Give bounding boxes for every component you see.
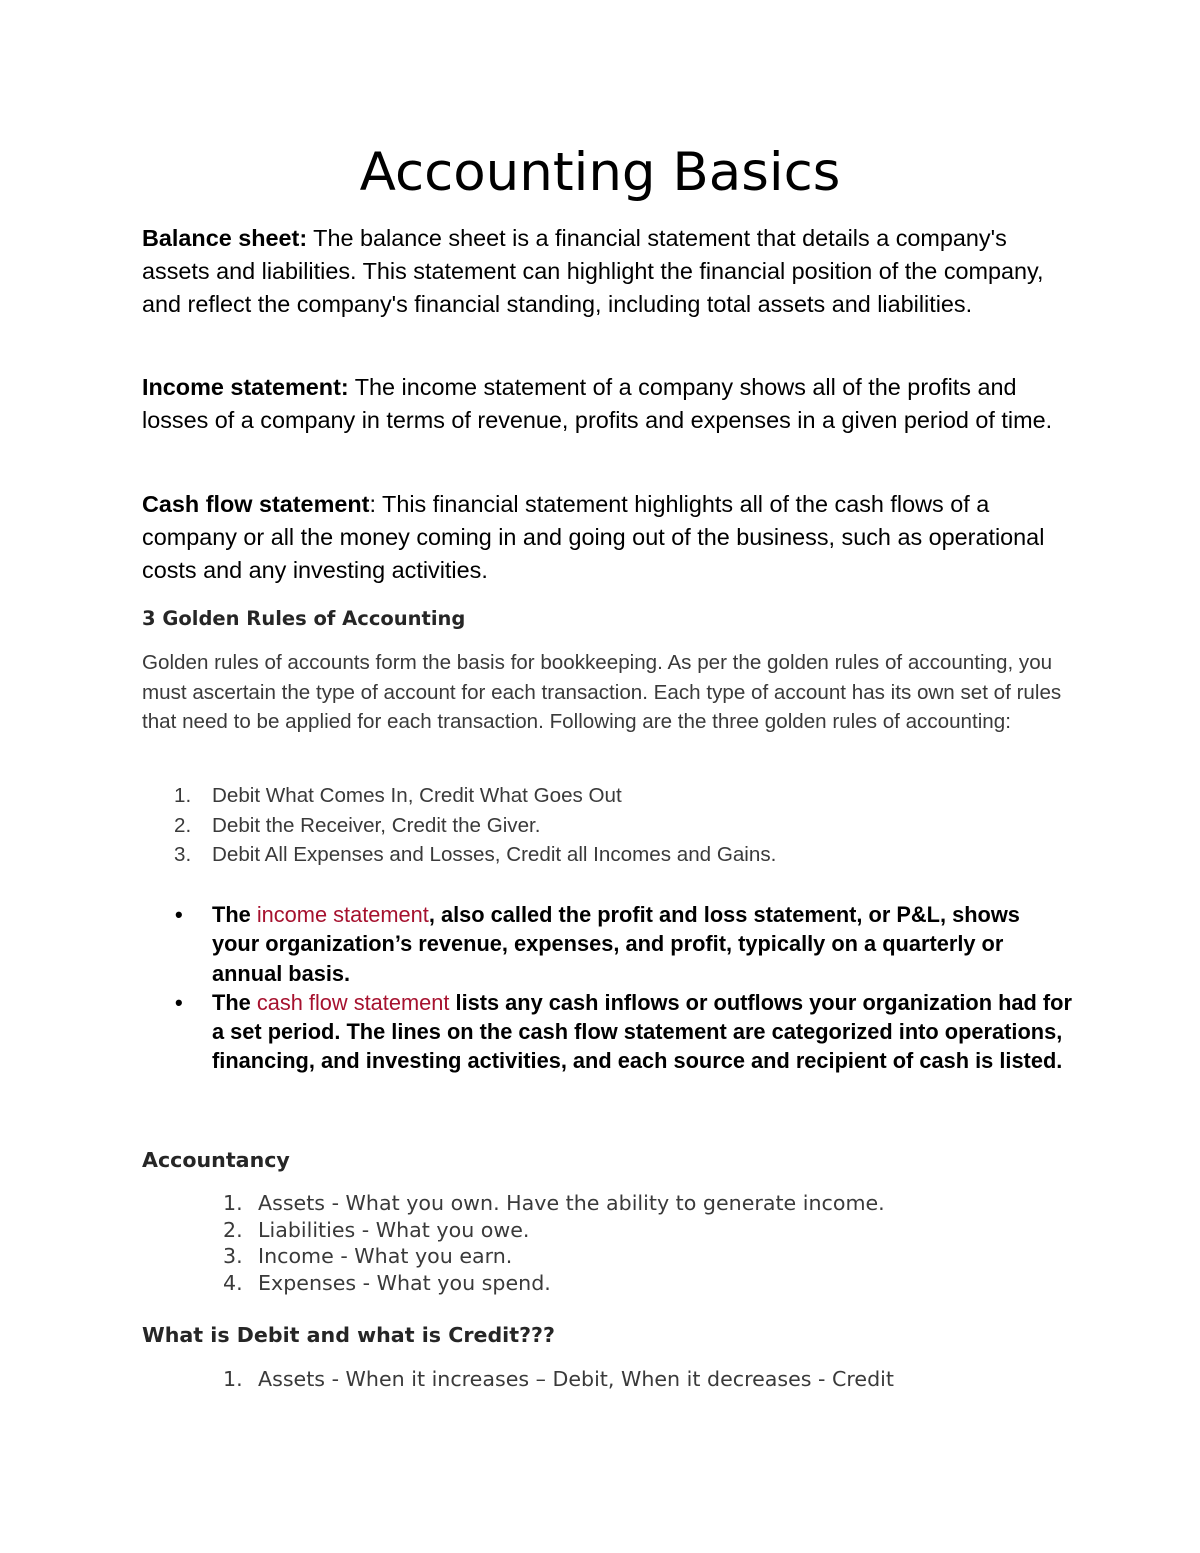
document-page: Accounting Basics Balance sheet: The balance sheet is a financial statement that details a company's assets and liabilities. This statement can highlight the financial position of the company, and reflect the company's financial standing, including total assets and liabilities. Income statement: The income statement of a company shows all of the profits and losses of a company in terms of revenue, profits and expenses in a given period of time. Cash flow statement: This financial statement highlights all of the cash flows of a company or all the money coming in and going out of the business, such as operational costs and any investing activities. 3 Golden Rules of Accounting Golden rules of accounts form the basis for bookkeeping. As per the golden rules of accounting, you must ascertain the type of account for each transaction. Each type of account has its own set of rules that need to be applied for each transaction. Following are the three golden rules of accounting: 1. Debit What Comes In, Credit What Goes Out 2. Debit the Receiver, Credit the Giver. 3. Debit All Expenses and Losses, Credit all Incomes and Gains. • The income statement, also called the profit and loss statement, or P&L, shows your organization’s revenue, expenses, and profit, typically on a quarterly or annual basis. • The cash flow statement lists any cash inflows or outflows your organization had for a set period. The lines on the cash flow statement are categorized into operations, financing, and investing activities, and each source and recipient of cash is listed. Accountancy 1. Assets - What you own. Have the ability to generate income. 2. Liabilities - What you owe. 3. Income - What you earn. 4. Expenses - What you spend. What is Debit and what is Credit??? 1. Assets - When it increases – Debit, When it decreases - Credit	[0, 0, 1200, 1553]
accountancy-heading: Accountancy	[142, 1148, 290, 1172]
balance-sheet-text: The balance sheet is a financial statement that details a company's assets and liabilities. This statement can highlight the financial position of the company, and reflect the company's financial standing, including total assets and liabilities.	[142, 225, 1044, 317]
bullet-item-cash-flow-statement: • The cash flow statement lists any cash inflows or outflows your organization had for a set period. The lines on the cash flow statement are categorized into operations, financing, and investing activities, and each source and recipient of cash is listed.	[175, 989, 1072, 1074]
golden-rules-heading: 3 Golden Rules of Accounting	[142, 607, 466, 630]
golden-rules-intro: Golden rules of accounts form the basis for bookkeeping. As per the golden rules of accounting, you must ascertain the type of account for each transaction. Each type of account has its own set of rules that need to be applied for each transaction. Following are the three golden rules of accounting:	[142, 651, 1062, 733]
debit-credit-heading: What is Debit and what is Credit???	[142, 1323, 555, 1347]
bullet-item-income-statement: • The income statement, also called the profit and loss statement, or P&L, shows your organization’s revenue, expenses, and profit, typically on a quarterly or annual basis.	[175, 902, 1020, 986]
balance-sheet-term: Balance sheet:	[142, 225, 308, 251]
income-statement-term: Income statement:	[142, 374, 349, 400]
balance-sheet-paragraph	[142, 222, 1072, 321]
bullet-icon: •	[175, 902, 183, 927]
bullet-icon: •	[175, 989, 183, 1015]
income-statement-text: The income statement of a company shows all of the profits and losses of a company in terms of revenue, profits and expenses in a given period of time.	[142, 374, 1053, 433]
income-statement-link[interactable]: income statement	[256, 902, 429, 927]
cash-flow-paragraph	[142, 488, 1072, 587]
cash-flow-statement-link[interactable]: cash flow statement	[256, 989, 450, 1015]
cash-flow-text: : This financial statement highlights all of the cash flows of a company or all the money coming in and going out of the business, such as operational costs and any investing activities.	[142, 491, 1045, 583]
document-title: Accounting Basics	[359, 142, 841, 203]
cash-flow-term: Cash flow statement	[142, 491, 370, 517]
statement-bullets	[142, 900, 1072, 1076]
income-statement-paragraph	[142, 371, 1072, 437]
